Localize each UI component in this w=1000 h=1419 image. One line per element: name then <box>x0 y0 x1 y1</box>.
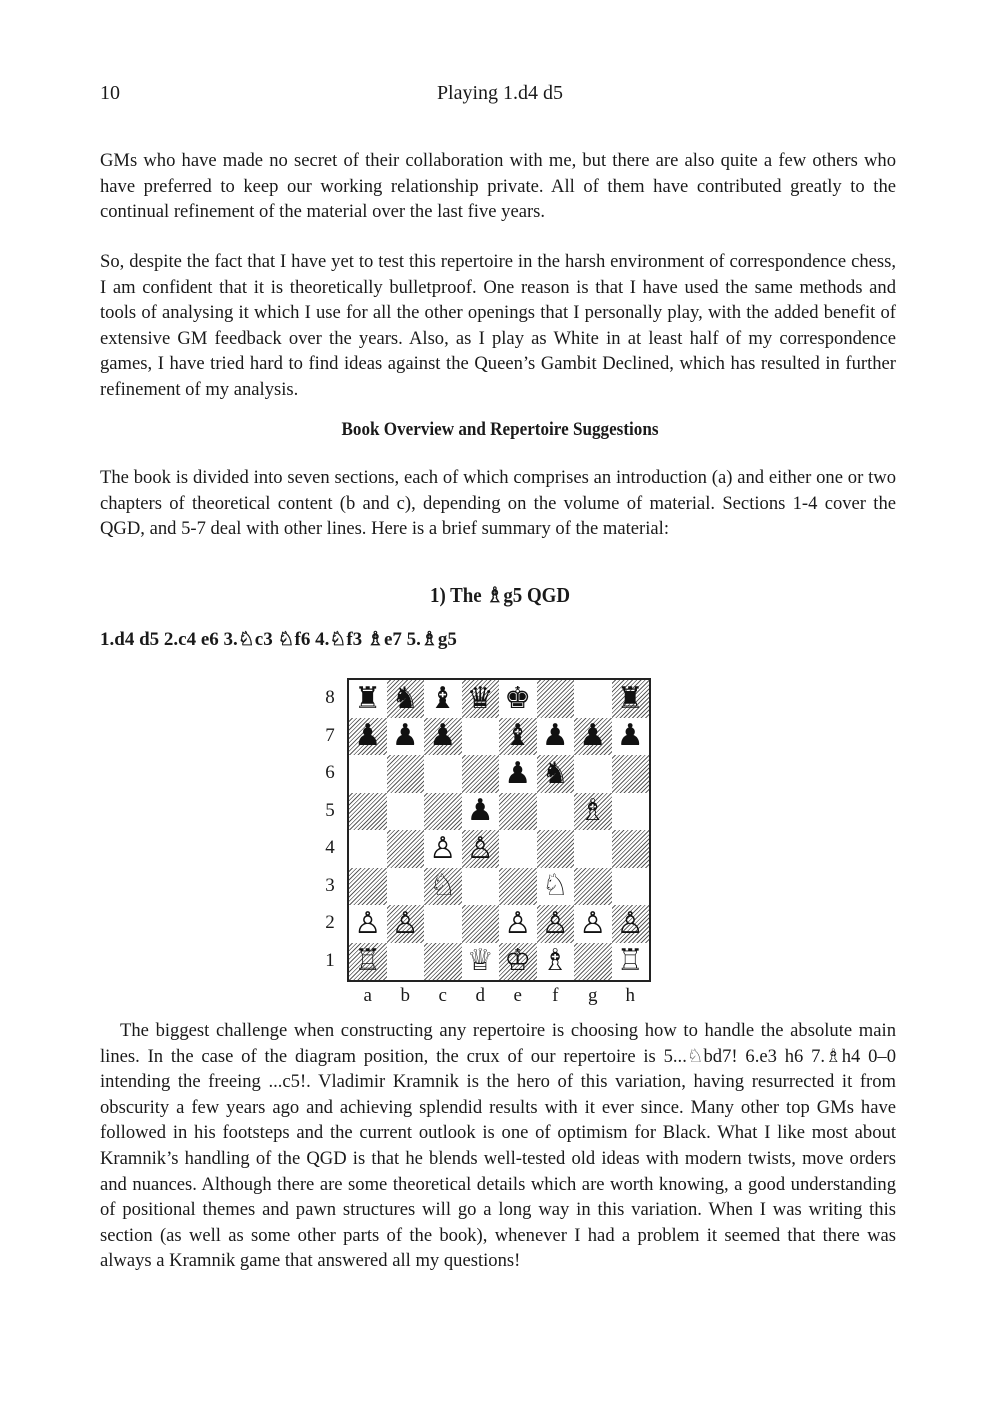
square-g1 <box>574 943 612 981</box>
square-d2 <box>462 905 500 943</box>
square-h3 <box>612 868 650 906</box>
piece-e7: ♝ <box>504 718 532 754</box>
square-h4 <box>612 830 650 868</box>
square-d7 <box>462 718 500 756</box>
rank-label-6: 6 <box>325 762 335 783</box>
move-sequence: 1.d4 d5 2.c4 e6 3.♘c3 ♘f6 4.♘f3 ♗e7 5.♗g5 <box>100 629 457 650</box>
square-c6 <box>424 755 462 793</box>
piece-e8: ♚ <box>504 680 532 716</box>
square-e4 <box>499 830 537 868</box>
square-d3 <box>462 868 500 906</box>
square-c1 <box>424 943 462 981</box>
piece-a1: ♖ <box>354 943 382 979</box>
piece-d1: ♕ <box>466 943 494 979</box>
file-label-e: e <box>513 985 522 1006</box>
piece-f2: ♙ <box>541 905 569 941</box>
square-h5 <box>612 793 650 831</box>
square-f4 <box>537 830 575 868</box>
rank-label-3: 3 <box>325 874 335 896</box>
piece-a8: ♜ <box>354 680 382 716</box>
piece-f3: ♘ <box>541 868 569 904</box>
square-e3 <box>499 868 537 906</box>
rank-label-7: 7 <box>325 724 335 746</box>
chess-diagram <box>347 678 651 982</box>
rank-label-4: 4 <box>325 837 335 858</box>
piece-b7: ♟ <box>391 718 419 754</box>
piece-a2: ♙ <box>354 905 382 941</box>
square-c2 <box>424 905 462 943</box>
square-g6 <box>574 755 612 793</box>
rank-label-5: 5 <box>325 799 335 821</box>
closing-paragraph: The biggest challenge when constructing any repertoire is choosing how to handle the absolute main lines. In the case of the diagram position, the crux of our repertoire is 5...♘bd7! 6.e3 h6 7.♗h4 0–0 intending the freeing ...c5!. Vladimir Kramnik is the hero of this variation, having resurrected it from obscurity a few years ago and achieving splendid results with it ever since. Many other top GMs have followed in his footsteps and the current outlook is one of optimism for Black. What I like most about Kramnik’s handling of the QGD is that he blends well-tested old ideas with modern twists, move orders and nuances. Although there are some theoretical details which are worth knowing, a good understanding of positional themes and pawn structures will go a long way in this variation. When I was writing this section (as well as some other parts of the book), whenever I had a problem it seemed that there was always a Kramnik game that answered all my questions! <box>100 1020 896 1272</box>
overview-paragraph: The book is divided into seven sections, each of which comprises an introduction (a) and either one or two chapters of theoretical content (b and c), depending on the volume of material. Sections 1-4 cover the QGD, and 5-7 deal with other lines. Here is a brief summary of the material: <box>100 467 896 540</box>
piece-h8: ♜ <box>616 680 644 716</box>
file-label-g: g <box>588 985 598 1006</box>
piece-d5: ♟ <box>466 793 494 829</box>
square-f5 <box>537 793 575 831</box>
piece-c8: ♝ <box>429 680 457 716</box>
square-b3 <box>387 868 425 906</box>
square-a4 <box>349 830 387 868</box>
file-label-f: f <box>552 985 559 1006</box>
section-heading: Book Overview and Repertoire Suggestions <box>341 419 659 440</box>
square-a3 <box>349 868 387 906</box>
piece-g7: ♟ <box>579 718 607 754</box>
piece-h2: ♙ <box>616 905 644 941</box>
square-e5 <box>499 793 537 831</box>
file-label-a: a <box>363 985 372 1006</box>
square-f8 <box>537 680 575 718</box>
paragraph-1: GMs who have made no secret of their collaboration with me, but there are also quite a few others who have preferred to keep our working relationship private. All of them have contributed greatly to the continual refinement of the material over the last five years. <box>100 150 896 223</box>
square-c5 <box>424 793 462 831</box>
piece-g2: ♙ <box>579 905 607 941</box>
piece-d4: ♙ <box>466 830 494 866</box>
piece-b8: ♞ <box>391 680 419 716</box>
square-g3 <box>574 868 612 906</box>
running-title: Playing 1.d4 d5 <box>436 82 564 104</box>
piece-e2: ♙ <box>504 905 532 941</box>
piece-h7: ♟ <box>616 718 644 754</box>
piece-h1: ♖ <box>616 943 644 979</box>
square-b5 <box>387 793 425 831</box>
paragraph-2: So, despite the fact that I have yet to test this repertoire in the harsh environment of correspondence chess, I am confident that it is theoretically bulletproof. One reason is that I have used the same methods and tools of analysing it which I use for all the other openings that I personally play, with the added benefit of extensive GM feedback over the years. Also, as I play as White in at least half of my correspondence games, I have tried hard to find ideas against the Queen’s Gambit Declined, which has resulted in further refinement of my analysis. <box>100 251 896 400</box>
file-label-b: b <box>400 985 410 1006</box>
piece-c3: ♘ <box>429 868 457 904</box>
square-g8 <box>574 680 612 718</box>
file-label-d: d <box>475 985 485 1006</box>
rank-label-2: 2 <box>325 912 335 933</box>
piece-f7: ♟ <box>541 718 569 754</box>
piece-a7: ♟ <box>354 718 382 754</box>
square-b1 <box>387 943 425 981</box>
piece-e1: ♔ <box>504 943 532 979</box>
square-b4 <box>387 830 425 868</box>
piece-c7: ♟ <box>429 718 457 754</box>
square-a5 <box>349 793 387 831</box>
square-a6 <box>349 755 387 793</box>
piece-g5: ♗ <box>579 793 607 829</box>
piece-f1: ♗ <box>541 943 569 979</box>
file-label-h: h <box>625 985 635 1006</box>
piece-f6: ♞ <box>541 755 569 791</box>
piece-b2: ♙ <box>391 905 419 941</box>
piece-d8: ♛ <box>466 680 494 716</box>
file-label-c: c <box>438 985 447 1006</box>
subsection-heading: 1) The ♗g5 QGD <box>430 583 570 607</box>
piece-c4: ♙ <box>429 830 457 866</box>
piece-e6: ♟ <box>504 755 532 791</box>
rank-label-1: 1 <box>325 949 335 971</box>
square-b6 <box>387 755 425 793</box>
square-d6 <box>462 755 500 793</box>
square-h6 <box>612 755 650 793</box>
rank-label-8: 8 <box>325 687 335 708</box>
page-number: 10 <box>100 82 120 104</box>
square-g4 <box>574 830 612 868</box>
